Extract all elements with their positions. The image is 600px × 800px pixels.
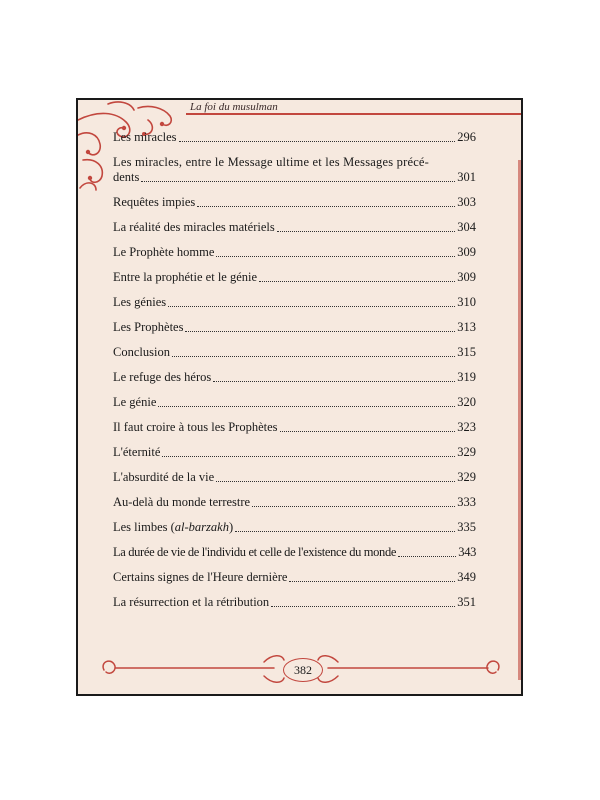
dot-leader — [289, 581, 455, 582]
toc-entry-page: 309 — [457, 245, 476, 259]
dot-leader — [197, 206, 455, 207]
toc-entry-title: L'absurdité de la vie — [113, 470, 215, 484]
toc-entry-title: Certains signes de l'Heure dernière — [113, 570, 288, 584]
dot-leader — [168, 306, 455, 307]
toc-entry-title-line1: Les miracles, entre le Message ultime et les Messages précé- — [113, 155, 430, 169]
toc-entry-title: Il faut croire à tous les Prophètes — [113, 420, 278, 434]
dot-leader — [185, 331, 455, 332]
toc-entry — [113, 270, 476, 285]
toc-entry-title: La durée de vie de l'individu et celle de l'existence du monde — [113, 545, 397, 559]
dot-leader — [398, 556, 456, 557]
toc-entry-page: 335 — [457, 520, 476, 534]
toc-entry-line2 — [113, 170, 476, 185]
dot-leader — [158, 406, 455, 407]
toc-entry-title: Le génie — [113, 395, 157, 409]
toc-entry — [113, 320, 476, 335]
toc-entry — [113, 520, 476, 535]
book-page — [76, 98, 523, 696]
dot-leader — [277, 231, 456, 232]
toc-entry-page: 310 — [457, 295, 476, 309]
dot-leader — [172, 356, 455, 357]
dot-leader — [280, 431, 456, 432]
toc-entry — [113, 595, 476, 610]
toc-entry-title: Les génies — [113, 295, 167, 309]
toc-entry — [113, 370, 476, 385]
toc-entry-title: Requêtes impies — [113, 195, 196, 209]
toc-entry — [113, 420, 476, 435]
toc-entry-title-italic: al-barzakh — [174, 520, 229, 534]
toc-entry-title: Au-delà du monde terrestre — [113, 495, 251, 509]
toc-entry-page: 349 — [457, 570, 476, 584]
running-head: La foi du musulman — [190, 101, 278, 113]
toc-entry-title-line2: dents — [113, 170, 140, 184]
toc-entry — [113, 345, 476, 360]
toc-entry-title: Conclusion — [113, 345, 170, 359]
toc-entry — [113, 220, 476, 235]
toc-entry-page: 351 — [457, 595, 476, 609]
toc-entry-title: Le Prophète homme — [113, 245, 215, 259]
dot-leader — [179, 141, 456, 142]
toc-entry — [113, 395, 476, 410]
toc-entry — [113, 545, 476, 560]
dot-leader — [235, 531, 455, 532]
dot-leader — [252, 506, 455, 507]
toc-entry — [113, 570, 476, 585]
toc-entry-title: La réalité des miracles matériels — [113, 220, 275, 234]
toc-entry — [113, 470, 476, 485]
dot-leader — [259, 281, 455, 282]
toc-entry-page: 329 — [457, 445, 476, 459]
toc-entry — [113, 245, 476, 260]
toc-entry-title: Les Prophètes — [113, 320, 184, 334]
dot-leader — [162, 456, 455, 457]
toc-entry-title-suffix: ) — [228, 520, 234, 534]
toc-entry — [113, 130, 476, 145]
toc-entry-page: 329 — [457, 470, 476, 484]
dot-leader — [141, 181, 455, 182]
dot-leader — [216, 481, 455, 482]
toc-entry-page: 319 — [457, 370, 476, 384]
toc-entry — [113, 495, 476, 510]
toc-entry-page: 320 — [457, 395, 476, 409]
toc-entry-title: Entre la prophétie et le génie — [113, 270, 258, 284]
dot-leader — [213, 381, 455, 382]
dot-leader — [271, 606, 455, 607]
header-rule — [186, 113, 521, 115]
table-of-contents — [113, 120, 476, 610]
toc-entry-title: Les miracles — [113, 130, 177, 144]
toc-entry-page: 301 — [457, 170, 476, 184]
toc-entry-page: 343 — [458, 545, 476, 559]
page-number: 382 — [294, 663, 312, 677]
toc-entry-title — [113, 520, 233, 535]
toc-entry-page: 296 — [457, 130, 476, 144]
toc-entry-title: La résurrection et la rétribution — [113, 595, 270, 609]
toc-entry-page: 315 — [457, 345, 476, 359]
toc-entry-page: 313 — [457, 320, 476, 334]
toc-entry-title: Le refuge des héros — [113, 370, 212, 384]
toc-entry-page: 309 — [457, 270, 476, 284]
toc-entry — [113, 195, 476, 210]
toc-entry — [113, 295, 476, 310]
toc-entry-title: L'éternité — [113, 445, 161, 459]
toc-entry — [113, 155, 476, 185]
dot-leader — [216, 256, 455, 257]
toc-entry — [113, 445, 476, 460]
page-edge-accent — [518, 160, 523, 680]
toc-entry-page: 303 — [457, 195, 476, 209]
toc-entry-title-prefix: Les limbes ( — [113, 520, 175, 534]
toc-entry-page: 333 — [457, 495, 476, 509]
toc-entry-page: 304 — [457, 220, 476, 234]
toc-entry-page: 323 — [457, 420, 476, 434]
